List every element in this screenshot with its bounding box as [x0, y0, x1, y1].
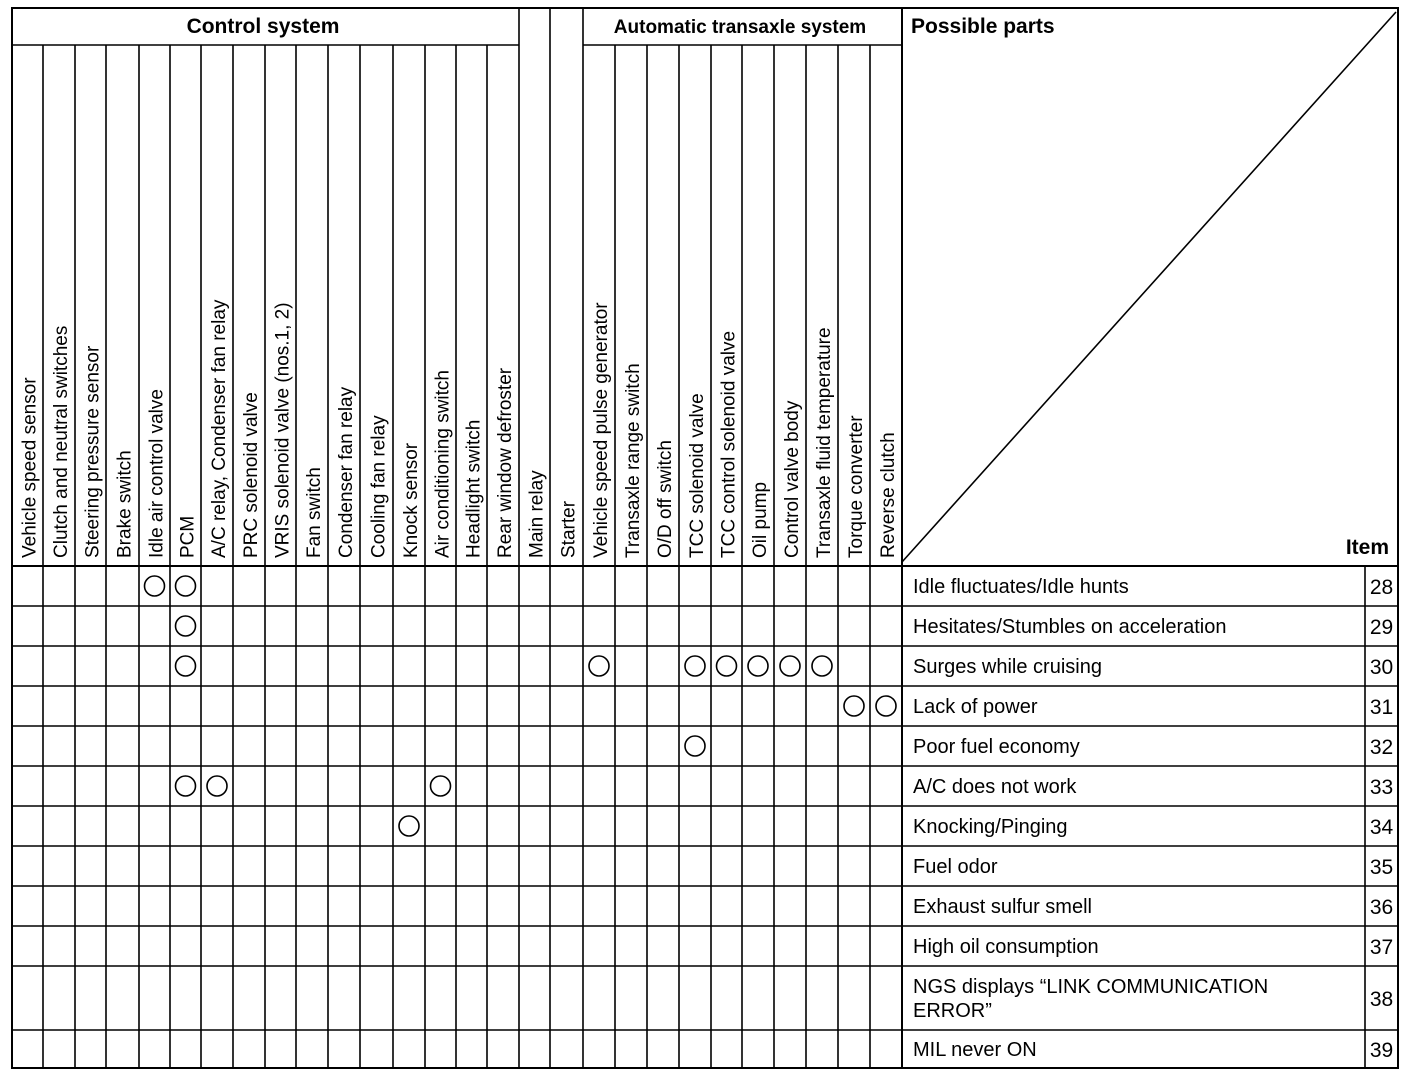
symptom-label: High oil consumption [913, 936, 1099, 958]
column-label: Transaxle fluid temperature [814, 327, 835, 558]
column-label: Cooling fan relay [368, 415, 390, 558]
automatic-transaxle-header: Automatic transaxle system [613, 17, 867, 38]
column-label: TCC control solenoid valve [718, 330, 740, 558]
column-label: Transaxle range switch [623, 363, 644, 558]
check-mark-circle [844, 696, 864, 716]
check-mark-circle [145, 576, 165, 596]
table-row [913, 856, 1393, 879]
check-mark-circle [748, 656, 768, 676]
item-number: 28 [1369, 576, 1394, 599]
column-label: PRC solenoid valve [241, 392, 262, 558]
column-label: Condenser fan relay [336, 386, 357, 558]
table-row [844, 696, 1393, 719]
header-diagonal [902, 12, 1396, 562]
table-row [685, 736, 1393, 759]
symptom-label: Hesitates/Stumbles on acceleration [913, 616, 1227, 638]
item-number: 35 [1369, 856, 1394, 879]
column-label: Headlight switch [463, 419, 485, 558]
symptom-label: ERROR” [913, 1000, 992, 1022]
table-row [399, 816, 1393, 839]
column-label: Rear window defroster [495, 367, 516, 558]
symptom-label: Knocking/Pinging [913, 816, 1068, 838]
column-label: Torque converter [846, 415, 867, 558]
check-mark-circle [780, 656, 800, 676]
symptom-label: NGS displays “LINK COMMUNICATION [913, 976, 1269, 998]
column-label: Vehicle speed sensor [19, 377, 41, 558]
check-mark-circle [399, 816, 419, 836]
item-header: Item [1345, 536, 1389, 559]
check-mark-circle [176, 656, 196, 676]
table-row [176, 656, 1394, 679]
symptom-label: A/C does not work [913, 776, 1077, 798]
possible-parts-header: Possible parts [911, 15, 1055, 38]
table-row [913, 976, 1393, 1022]
table-row [913, 896, 1393, 919]
item-number: 33 [1369, 776, 1394, 799]
item-number: 29 [1369, 616, 1394, 639]
column-label: Idle air control valve [146, 389, 168, 558]
check-mark-circle [431, 776, 451, 796]
control-system-header: Control system [186, 15, 340, 38]
column-label: TCC solenoid valve [687, 393, 708, 558]
table-row [176, 616, 1394, 639]
symptom-label: Surges while cruising [913, 656, 1102, 678]
check-mark-circle [176, 616, 196, 636]
check-mark-circle [207, 776, 227, 796]
item-number: 32 [1369, 736, 1394, 759]
table-row [913, 936, 1393, 959]
column-label: Main relay [526, 470, 548, 558]
column-label: Brake switch [114, 450, 136, 558]
column-label: Clutch and neutral switches [51, 325, 72, 558]
symptom-label: Fuel odor [913, 856, 998, 878]
table-row [176, 776, 1394, 799]
table-row [913, 1039, 1393, 1062]
table-rows [145, 576, 1394, 1062]
column-label: VRIS solenoid valve (nos.1, 2) [272, 302, 294, 558]
table-row [145, 576, 1394, 599]
check-mark-circle [717, 656, 737, 676]
column-label: Starter [558, 500, 580, 558]
symptom-label: Poor fuel economy [913, 736, 1080, 758]
column-label: O/D off switch [655, 440, 676, 558]
check-mark-circle [176, 776, 196, 796]
column-label: Fan switch [304, 467, 325, 558]
symptom-label: Lack of power [913, 696, 1038, 718]
item-number: 37 [1369, 936, 1394, 959]
column-label: Reverse clutch [878, 432, 899, 558]
column-labels [20, 299, 900, 558]
column-label: Steering pressure sensor [82, 345, 104, 558]
check-mark-circle [685, 736, 705, 756]
item-number: 36 [1369, 896, 1394, 919]
symptom-label: Exhaust sulfur smell [913, 896, 1092, 918]
column-label: A/C relay, Condenser fan relay [209, 299, 230, 558]
item-number: 34 [1369, 816, 1394, 839]
check-mark-circle [812, 656, 832, 676]
column-label: PCM [177, 515, 199, 558]
column-label: Control valve body [782, 400, 803, 558]
item-number: 30 [1369, 656, 1394, 679]
column-label: Air conditioning switch [432, 370, 454, 558]
symptom-label: Idle fluctuates/Idle hunts [913, 576, 1129, 598]
check-mark-circle [685, 656, 705, 676]
check-mark-circle [876, 696, 896, 716]
item-number: 38 [1369, 988, 1394, 1011]
item-number: 31 [1369, 696, 1394, 719]
column-label: Knock sensor [401, 442, 422, 558]
item-number: 39 [1369, 1039, 1394, 1062]
column-label: Oil pump [750, 481, 771, 558]
column-label: Vehicle speed pulse generator [591, 302, 612, 558]
check-mark-circle [176, 576, 196, 596]
check-mark-circle [589, 656, 609, 676]
symptom-label: MIL never ON [913, 1039, 1037, 1061]
